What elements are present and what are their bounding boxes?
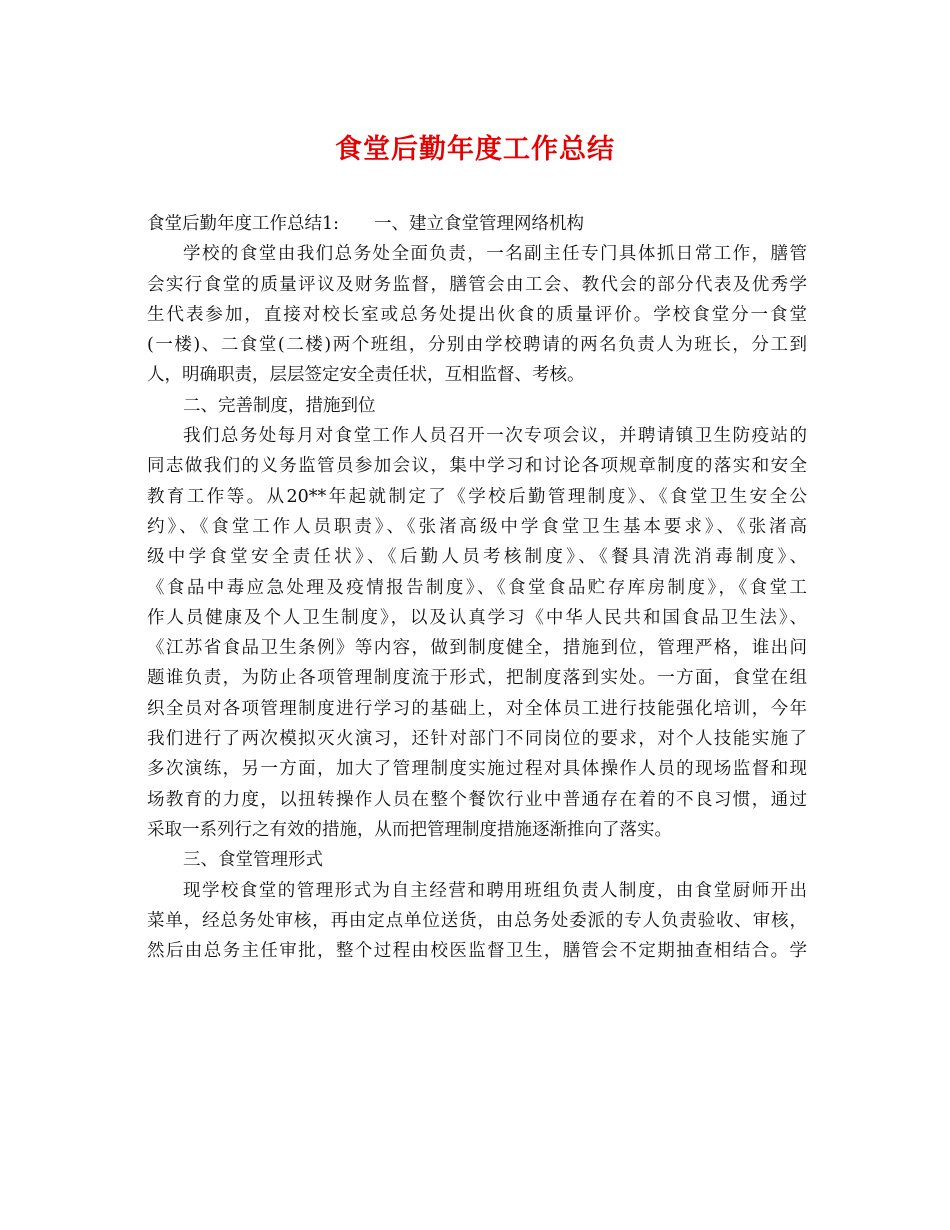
body-text-line: 《食品中毒应急处理及疫情报告制度》、《食堂食品贮存库房制度》，《食堂工 [147,577,807,598]
body-text-line: 然后由总务主任审批，整个过程由校医监督卫生，膳管会不定期抽查相结合。学 [147,941,807,962]
body-text-line: 采取一系列行之有效的措施，从而把管理制度措施逐渐推向了落实。 [147,819,672,840]
body-text-line: 约》、《食堂工作人员职责》、《张渚高级中学食堂卫生基本要求》、《张渚高 [147,516,807,537]
body-text-line: 现学校食堂的管理形式为自主经营和聘用班组负责人制度，由食堂厨师开出 [183,880,807,901]
body-text-line: 织全员对各项管理制度进行学习的基础上，对全体员工进行技能强化培训，今年 [147,698,807,719]
body-text-line: 人，明确职责，层层签定安全责任状，互相监督、考核。 [147,365,585,386]
body-text-line: 多次演练，另一方面，加大了管理制度实施过程对具体操作人员的现场监督和现 [147,759,807,780]
body-text-line: 级中学食堂安全责任状》、《后勤人员考核制度》、《餐具清洗消毒制度》、 [147,547,807,568]
body-text-line: 菜单，经总务处审核，再由定点单位送货，由总务处委派的专人负责验收、审核， [147,910,807,931]
body-text-line: 三、食堂管理形式 [183,850,323,871]
body-text-line: 场教育的力度，以扭转操作人员在整个餐饮行业中普通存在着的不良习惯，通过 [147,789,807,810]
body-text-line: 《江苏省食品卫生条例》等内容，做到制度健全，措施到位，管理严格，谁出问 [147,638,807,659]
body-text-line: 同志做我们的义务监管员参加会议，集中学习和讨论各项规章制度的落实和安全 [147,456,807,477]
body-text-line: 生代表参加，直接对校长室或总务处提出伙食的质量评价。学校食堂分一食堂 [147,304,807,325]
body-text-line: 教育工作等。从20**年起就制定了《学校后勤管理制度》、《食堂卫生安全公 [147,486,807,507]
body-text-line: 二、完善制度，措施到位 [183,395,376,416]
body-text-line: 食堂后勤年度工作总结1: 一、建立食堂管理网络机构 [147,214,585,234]
document-body [147,209,807,966]
body-text-line: 作人员健康及个人卫生制度》，以及认真学习《中华人民共和国食品卫生法》、 [147,607,807,628]
document-title: 食堂后勤年度工作总结 [335,134,615,165]
body-text-line: 题谁负责，为防止各项管理制度流于形式，把制度落到实处。一方面，食堂在组 [147,668,807,689]
body-text-line: 学校的食堂由我们总务处全面负责，一名副主任专门具体抓日常工作，膳管 [183,244,807,265]
body-text-line: 我们进行了两次模拟灭火演习，还针对部门不同岗位的要求，对个人技能实施了 [147,729,807,750]
body-text-line: (一楼)、二食堂(二楼)两个班组，分别由学校聘请的两名负责人为班长，分工到 [147,335,807,356]
body-text-line: 我们总务处每月对食堂工作人员召开一次专项会议，并聘请镇卫生防疫站的 [183,426,807,447]
body-text-line: 会实行食堂的质量评议及财务监督，膳管会由工会、教代会的部分代表及优秀学 [147,274,807,295]
